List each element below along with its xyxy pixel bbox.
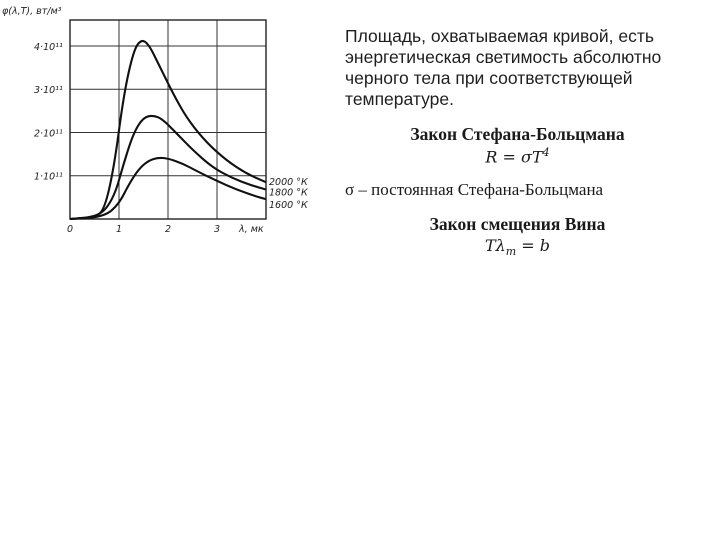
stefan-boltzmann-title: Закон Стефана-Больцмана	[410, 124, 625, 144]
radiation-spectrum-chart	[0, 0, 330, 245]
y-tick-label: 3·10¹¹	[34, 85, 63, 97]
x-axis-label: λ, мк	[239, 224, 264, 235]
y-tick-label: 1·10¹¹	[34, 171, 63, 183]
wien-rhs: b	[539, 236, 551, 256]
chart-labels	[2, 6, 309, 235]
wien-formula: $T\lambda_m = b$	[484, 236, 551, 259]
wien-lhs: Tλ	[484, 236, 506, 256]
x-tick-label: 3	[214, 224, 221, 235]
x-tick-label: 2	[165, 224, 172, 235]
wien-law-title: Закон смещения Вина	[429, 214, 606, 235]
y-axis-label: φ(λ,T), вт/м³	[2, 6, 62, 17]
formula-lhs: R	[485, 147, 498, 167]
formula-exponent: 4	[542, 146, 550, 159]
sigma-note: σ – постоянная Стефана-Больцмана	[345, 180, 604, 200]
stefan-boltzmann-formula: $R = \sigma T^4$	[485, 146, 550, 167]
text-column	[345, 26, 690, 259]
formula-rhs: σT	[521, 147, 543, 167]
x-tick-label: 0	[67, 224, 74, 235]
x-tick-label: 1	[116, 224, 123, 235]
series-label-3: 1600 °К	[269, 200, 308, 212]
y-tick-label: 2·10¹¹	[34, 128, 63, 140]
area-paragraph: Площадь, охватываемая кривой, есть энергетическая светимость абсолютно черного тела при соответствующей температуре.	[345, 26, 662, 109]
wien-subscript: m	[505, 245, 517, 259]
series-label-2: 1800 °К	[269, 187, 308, 199]
y-tick-label: 4·10¹¹	[34, 41, 63, 53]
series-label-1: 2000 °К	[269, 177, 308, 189]
